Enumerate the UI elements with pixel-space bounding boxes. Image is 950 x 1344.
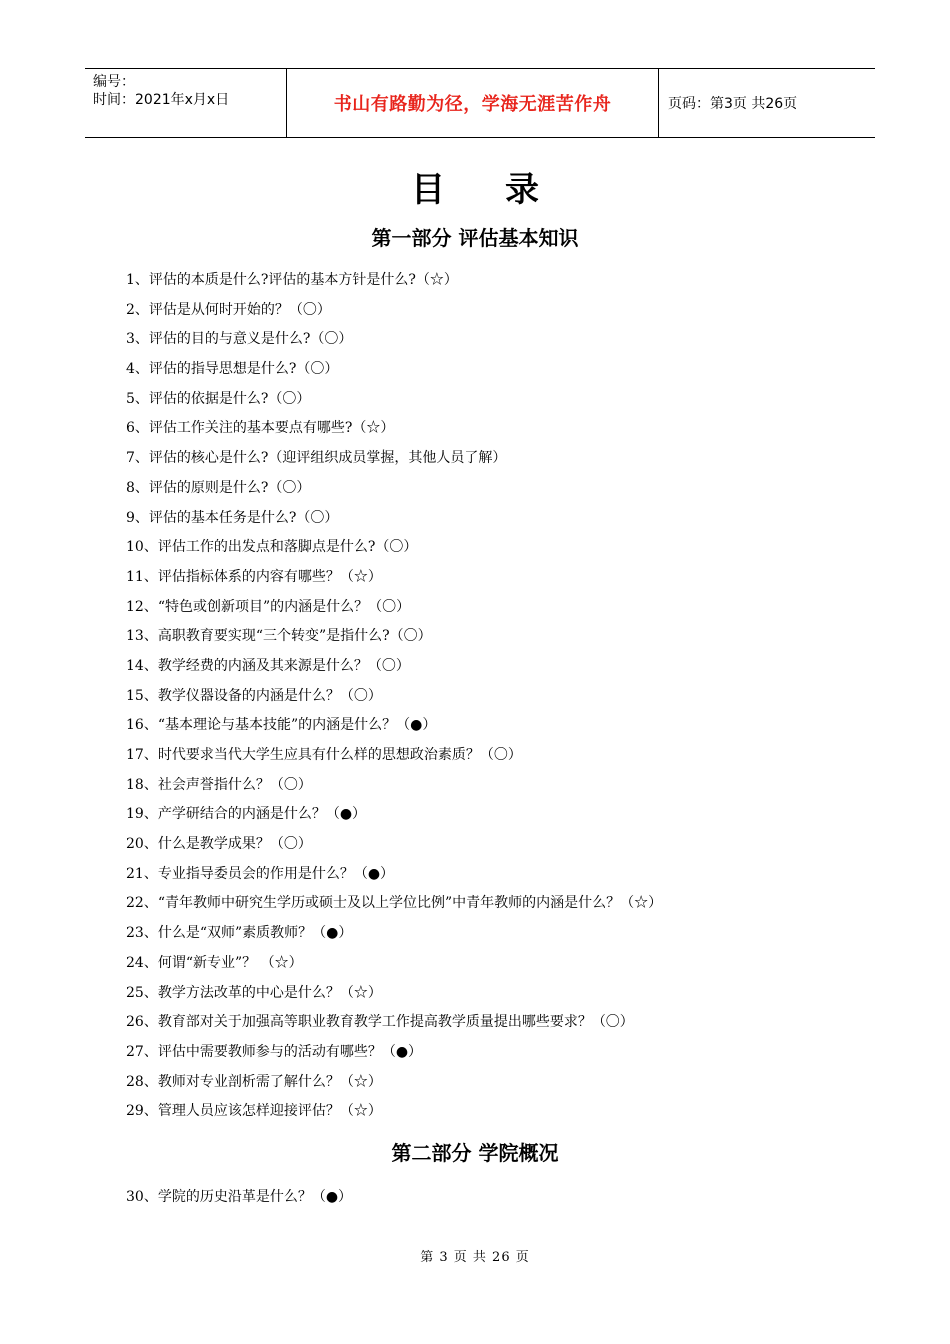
toc-item[interactable]: 12、“特色或创新项目”的内涵是什么？（〇） (126, 598, 411, 615)
toc-item[interactable]: 16、“基本理论与基本技能”的内涵是什么？（●） (126, 717, 437, 734)
toc-item[interactable]: 20、什么是教学成果？（〇） (126, 836, 312, 853)
toc-item[interactable]: 22、“青年教师中研究生学历或硕士及以上学位比例”中青年教师的内涵是什么？（☆） (126, 895, 663, 912)
toc-item[interactable]: 7、评估的核心是什么?（迎评组织成员掌握，其他人员了解） (126, 450, 507, 467)
toc-item[interactable]: 1、评估的本质是什么?评估的基本方针是什么?（☆） (126, 272, 458, 288)
page-title: 目录 (411, 170, 599, 210)
toc-item[interactable]: 18、社会声誉指什么？（〇） (126, 776, 312, 793)
number-label: 编号： (93, 74, 135, 90)
toc-item[interactable]: 10、评估工作的出发点和落脚点是什么?（〇） (126, 539, 418, 556)
part1-title: 第一部分 评估基本知识 (371, 226, 579, 250)
toc-item[interactable]: 23、什么是“双师”素质教师？（●） (126, 925, 353, 942)
toc-item[interactable]: 17、时代要求当代大学生应具有什么样的思想政治素质？（〇） (126, 747, 522, 763)
toc-item[interactable]: 28、教师对专业剖析需了解什么？（☆） (126, 1073, 382, 1090)
header-meta (85, 69, 287, 137)
toc-item[interactable]: 29、管理人员应该怎样迎接评估？（☆） (126, 1103, 382, 1120)
toc-item[interactable]: 4、评估的指导思想是什么?（〇） (126, 361, 339, 378)
part2-toc-list (126, 1183, 866, 1213)
toc-item[interactable]: 27、评估中需要教师参与的活动有哪些？（●） (126, 1043, 423, 1060)
toc-item[interactable]: 5、评估的依据是什么?（〇） (126, 390, 311, 407)
toc-item[interactable]: 26、教育部对关于加强高等职业教育教学工作提高教学质量提出哪些要求？（〇） (126, 1014, 634, 1031)
date-label: 时间：2021年x月x日 (93, 92, 230, 108)
header-page-info: 页码：第3页 共26页 (668, 96, 798, 112)
toc-item[interactable]: 30、学院的历史沿革是什么？（●） (126, 1189, 353, 1205)
toc-item[interactable]: 19、产学研结合的内涵是什么？（●） (126, 806, 367, 823)
toc-item[interactable]: 21、专业指导委员会的作用是什么？（●） (126, 865, 395, 882)
header-motto: 书山有路勤为径，学海无涯苦作舟 (287, 69, 659, 137)
page-footer: 第 3 页 共 26 页 (420, 1250, 530, 1265)
part1-toc-list (126, 266, 866, 1127)
toc-item[interactable]: 6、评估工作关注的基本要点有哪些?（☆） (126, 420, 395, 437)
toc-item[interactable]: 9、评估的基本任务是什么?（〇） (126, 509, 339, 526)
toc-item[interactable]: 13、高职教育要实现“三个转变”是指什么?（〇） (126, 628, 432, 645)
toc-item[interactable]: 11、评估指标体系的内容有哪些？（☆） (126, 568, 382, 585)
toc-item[interactable]: 8、评估的原则是什么?（〇） (126, 479, 311, 496)
toc-item[interactable]: 15、教学仪器设备的内涵是什么？（〇） (126, 687, 382, 704)
toc-item[interactable]: 3、评估的目的与意义是什么?（〇） (126, 331, 353, 348)
toc-item[interactable]: 25、教学方法改革的中心是什么？（☆） (126, 984, 382, 1001)
part2-title: 第二部分 学院概况 (391, 1141, 559, 1165)
toc-item[interactable]: 2、评估是从何时开始的？（〇） (126, 301, 331, 318)
header-table (85, 68, 875, 138)
toc-item[interactable]: 14、教学经费的内涵及其来源是什么？（〇） (126, 657, 410, 674)
toc-item[interactable]: 24、何谓“新专业”？ （☆） (126, 954, 303, 971)
